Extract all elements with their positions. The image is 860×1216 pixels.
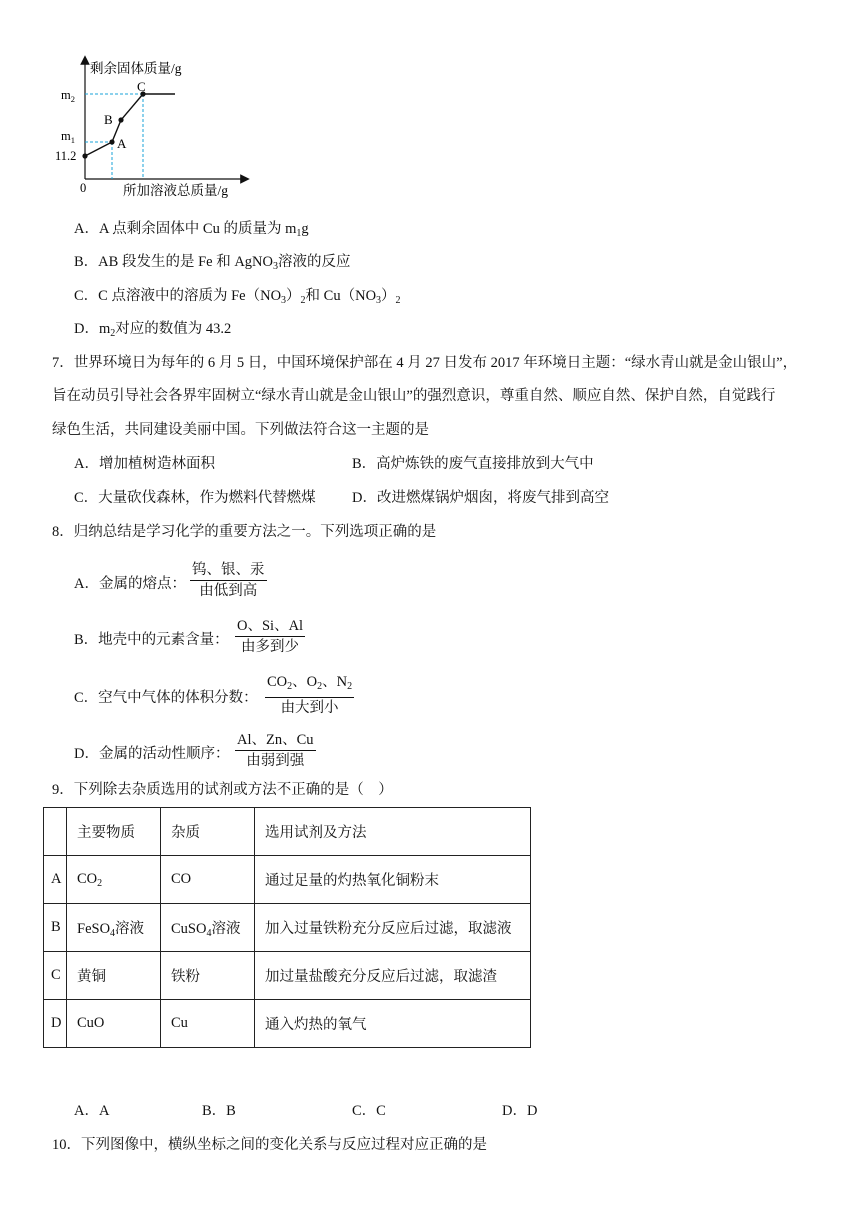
curve-line <box>85 94 175 156</box>
table-cell: 加入过量铁粉充分反应后过滤，取滤液 <box>255 904 531 952</box>
point-a <box>109 139 114 144</box>
q6-option-b[interactable]: B．AB 段发生的是 Fe 和 AgNO$_3$溶液的反应 <box>74 254 351 272</box>
q8-option-d[interactable]: D．金属的活动性顺序： <box>74 746 230 762</box>
tick-11-2: 11.2 <box>55 149 77 163</box>
table-header-cell <box>44 808 67 856</box>
q9-option-a[interactable]: A．A <box>74 1103 110 1119</box>
q8-option-d-fraction: Al、Zn、Cu 由弱到强 <box>237 732 314 769</box>
table-cell: D <box>44 1000 67 1048</box>
q7-stem-line1: 7．世界环境日为每年的 6 月 5 日，中国环境保护部在 4 月 27 日发布 2017 年环境日主题：“绿水青山就是金山银山”， <box>52 355 798 371</box>
origin-label: 0 <box>80 181 87 195</box>
q6-option-d[interactable]: D．$m_2$对应的数值为 43.2 <box>74 321 232 339</box>
table-cell: CO <box>161 856 255 904</box>
table-header-row <box>44 808 531 856</box>
q7-stem-line3: 绿色生活，共同建设美丽中国。下列做法符合这一主题的是 <box>52 422 429 438</box>
table-cell: B <box>44 904 67 952</box>
point-a-label: A <box>117 136 127 151</box>
q9-table <box>43 807 531 1048</box>
y-axis-label: 剩余固体质量/g <box>90 61 182 76</box>
table-cell: $CO_2$ <box>67 856 161 904</box>
table-header-cell: 主要物质 <box>67 808 161 856</box>
q7-option-d[interactable]: D．改进燃煤锅炉烟囱，将废气排到高空 <box>352 490 609 506</box>
table-row <box>44 1000 531 1048</box>
point-b-label: B <box>104 112 113 127</box>
q9-option-b[interactable]: B．B <box>202 1103 236 1119</box>
table-cell: 加过量盐酸充分反应后过滤，取滤渣 <box>255 952 531 1000</box>
q8-option-a-fraction: 钨、银、汞 由低到高 <box>192 562 265 599</box>
q7-option-c[interactable]: C．大量砍伐森林，作为燃料代替燃煤 <box>74 490 316 506</box>
table-cell: 通过足量的灼热氧化铜粉末 <box>255 856 531 904</box>
q10-stem: 10．下列图像中，横纵坐标之间的变化关系与反应过程对应正确的是 <box>52 1137 487 1153</box>
table-cell: FeSO$_4$溶液 <box>67 904 161 952</box>
q9-stem: 9．下列除去杂质选用的试剂或方法不正确的是（ ） <box>52 782 393 798</box>
q8-option-a[interactable]: A．金属的熔点： <box>74 576 186 592</box>
point-b <box>118 117 123 122</box>
tick-m1: $m_1$ <box>61 129 75 145</box>
q8-option-c-fraction: $CO_2$、$O_2$、$N_2$ 由大到小 <box>267 674 353 716</box>
q8-option-c[interactable]: C．空气中气体的体积分数： <box>74 690 258 706</box>
mass-graph <box>40 52 270 202</box>
point-c-label: C <box>137 79 146 94</box>
table-cell: 黄铜 <box>67 952 161 1000</box>
q8-option-b-fraction: O、Si、Al 由多到少 <box>237 618 304 655</box>
q6-option-a[interactable]: A．A 点剩余固体中 Cu 的质量为 $m_1g$ <box>74 221 309 239</box>
table-row <box>44 904 531 952</box>
q7-option-b[interactable]: B．高炉炼铁的废气直接排放到大气中 <box>352 456 594 472</box>
table-header-cell: 选用试剂及方法 <box>255 808 531 856</box>
table-cell: A <box>44 856 67 904</box>
q8-option-b[interactable]: B．地壳中的元素含量： <box>74 632 229 648</box>
table-cell: Cu <box>161 1000 255 1048</box>
point-start <box>82 153 87 158</box>
table-cell: CuSO$_4$溶液 <box>161 904 255 952</box>
table-cell: CuO <box>67 1000 161 1048</box>
q7-stem-line2: 旨在动员引导社会各界牢固树立“绿水青山就是金山银山”的强烈意识，尊重自然、顺应自然、保护自然，自觉践行 <box>52 388 776 404</box>
table-header-cell: 杂质 <box>161 808 255 856</box>
tick-m2: $m_2$ <box>61 88 75 104</box>
x-axis-label: 所加溶液总质量/g <box>123 183 229 198</box>
q6-option-c[interactable]: C．C 点溶液中的溶质为 $Fe(NO_3)_2$和 $Cu(NO_3)_2$ <box>74 288 401 306</box>
q9-option-d[interactable]: D．D <box>502 1103 538 1119</box>
table-row <box>44 952 531 1000</box>
table-cell: 铁粉 <box>161 952 255 1000</box>
table-cell: C <box>44 952 67 1000</box>
q9-option-c[interactable]: C．C <box>352 1103 386 1119</box>
q8-stem: 8．归纳总结是学习化学的重要方法之一。下列选项正确的是 <box>52 524 437 540</box>
table-cell: 通入灼热的氧气 <box>255 1000 531 1048</box>
table-row <box>44 856 531 904</box>
q7-option-a[interactable]: A．增加植树造林面积 <box>74 456 215 472</box>
